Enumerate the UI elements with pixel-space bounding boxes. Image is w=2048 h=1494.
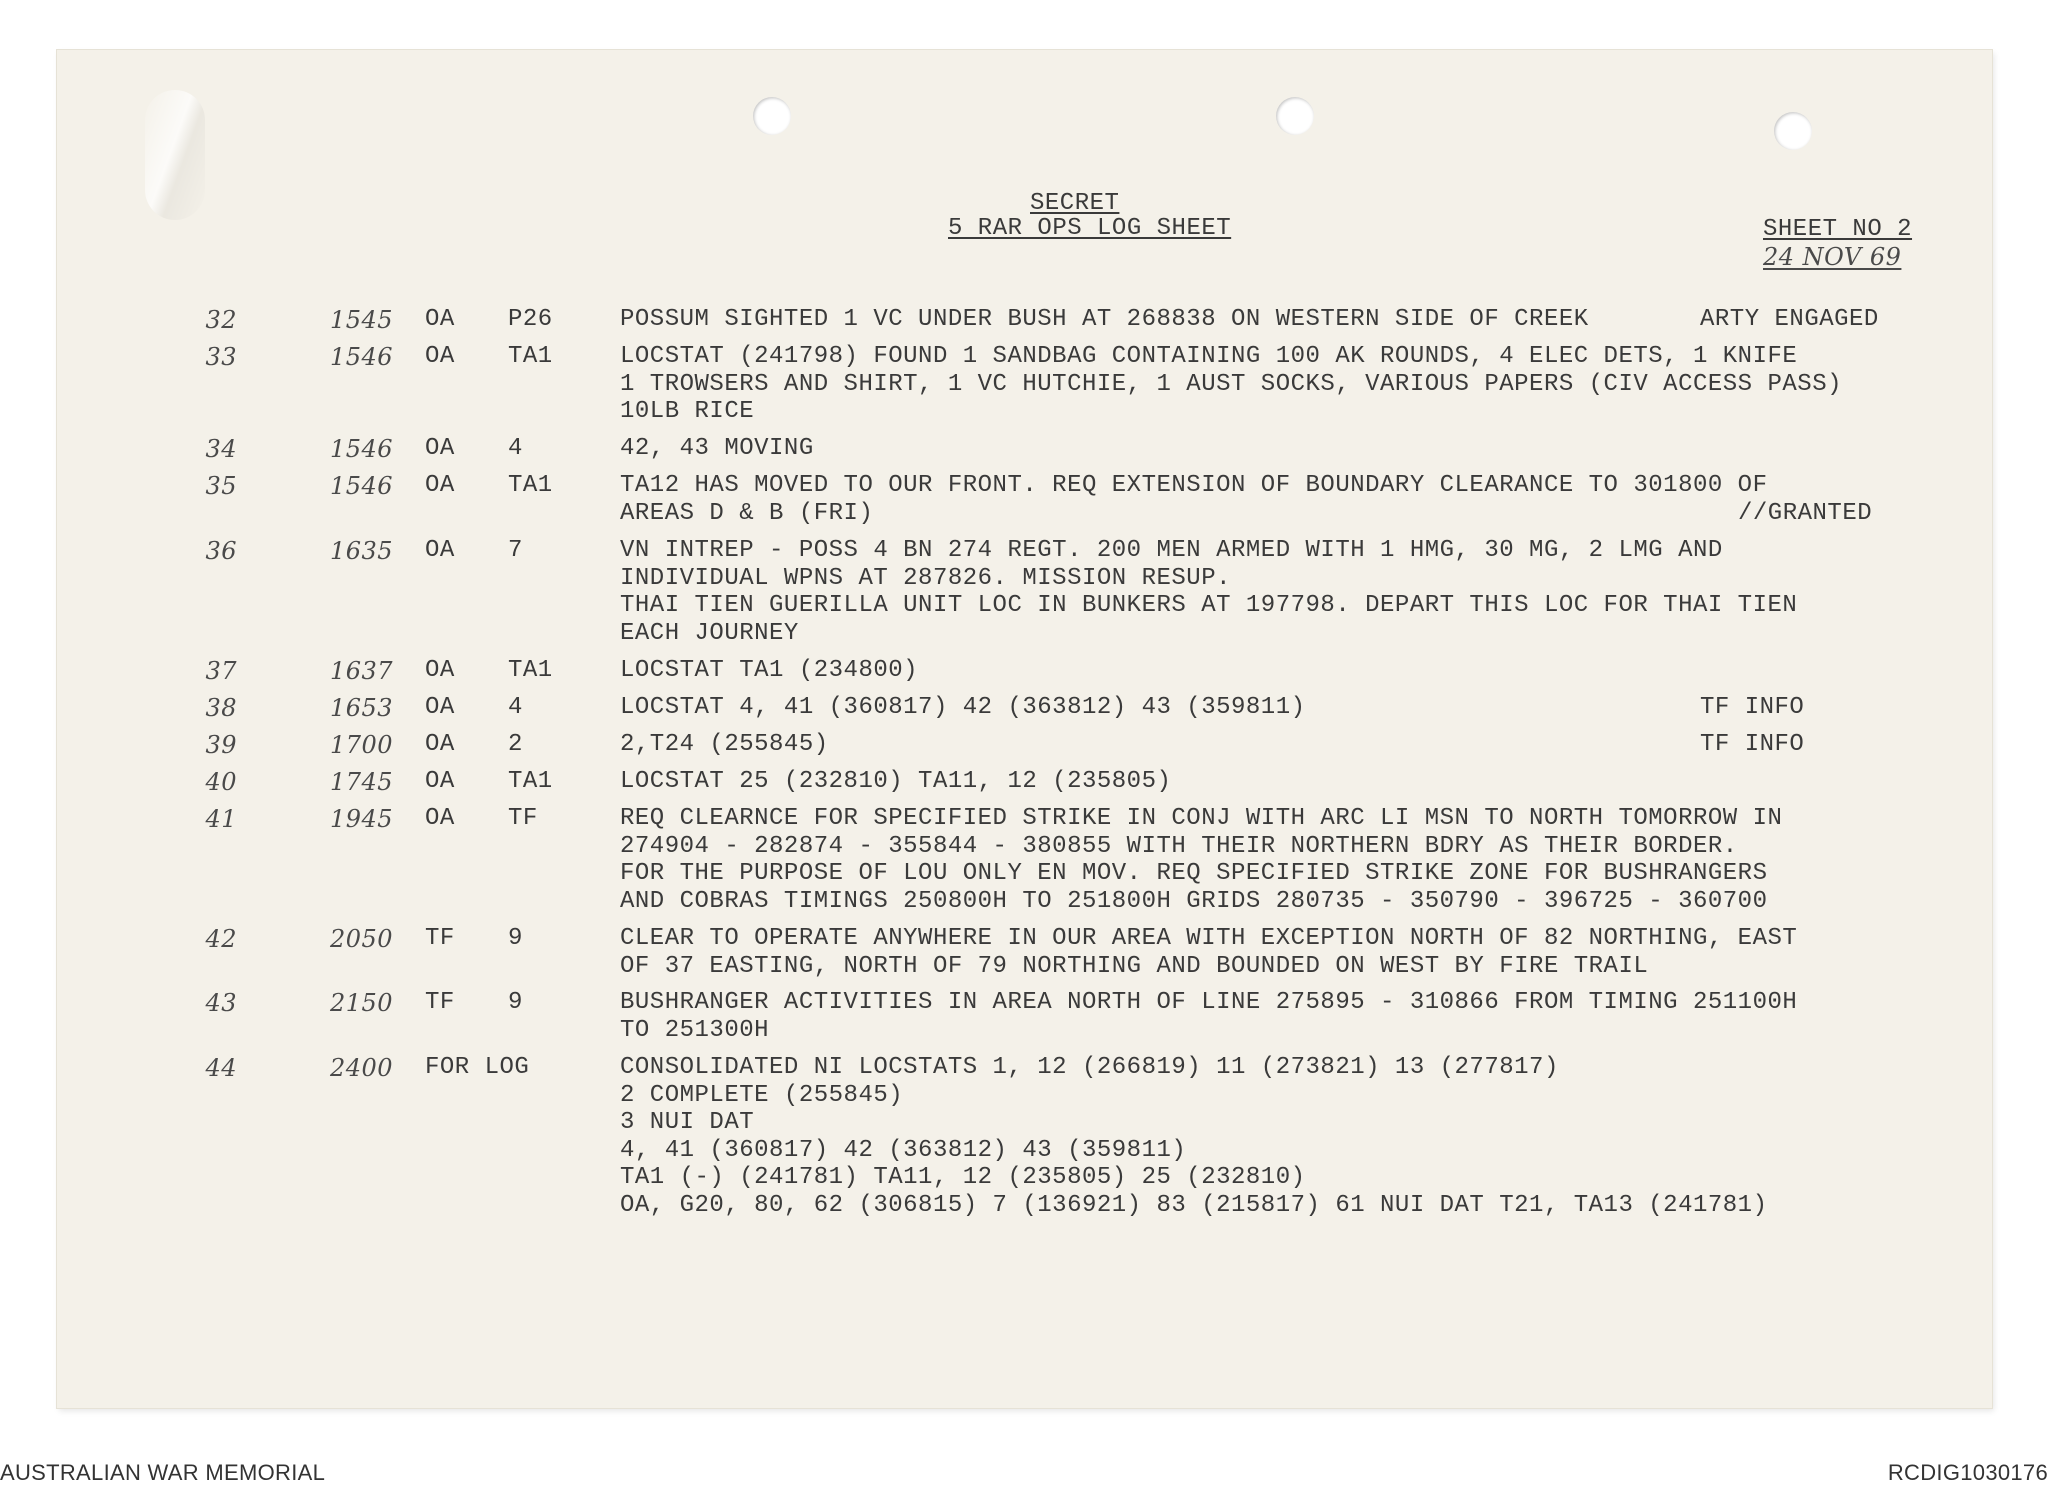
entry-serial: 35	[205, 472, 237, 500]
entry-text-line: 274904 - 282874 - 355844 - 380855 WITH THEIR NORTHERN BDRY AS THEIR BORDER.	[620, 832, 1738, 860]
entry-serial: 33	[205, 343, 237, 371]
entry-time: 1745	[330, 768, 394, 796]
entry-text-line: LOCSTAT TA1 (234800)	[620, 657, 919, 684]
entry-to: 2	[508, 731, 523, 758]
footer-record-id: RCDIG1030176	[1887, 1460, 2048, 1485]
log-entry	[0, 989, 2048, 1044]
entry-serial: 40	[205, 768, 237, 796]
entry-from: OA	[425, 472, 455, 499]
log-entry	[0, 805, 2048, 915]
entry-from: OA	[425, 805, 455, 832]
entry-serial: 36	[205, 537, 237, 565]
entry-text-line: 10LB RICE	[620, 398, 755, 425]
entry-to: TA1	[508, 343, 553, 370]
log-entry	[0, 657, 2048, 685]
entry-from: OA	[425, 657, 455, 684]
entry-from: OA	[425, 343, 455, 370]
entry-action: ARTY ENGAGED	[1700, 306, 1879, 333]
entry-serial: 43	[205, 989, 237, 1017]
log-entry	[0, 694, 2048, 722]
entry-to: 4	[508, 435, 523, 462]
entry-to: 9	[508, 925, 523, 952]
entry-time: 1546	[330, 435, 394, 463]
entry-time: 1945	[330, 805, 394, 833]
entry-text-line: LOCSTAT (241798) FOUND 1 SANDBAG CONTAINING 100 AK ROUNDS, 4 ELEC DETS, 1 KNIFE	[620, 343, 1798, 370]
entry-text-line: 3 NUI DAT	[620, 1109, 755, 1136]
entry-text-line: POSSUM SIGHTED 1 VC UNDER BUSH AT 268838 ON WESTERN SIDE OF CREEK	[620, 306, 1589, 333]
entry-serial: 39	[205, 731, 237, 759]
entry-text-line: BUSHRANGER ACTIVITIES IN AREA NORTH OF LINE 275895 - 310866 FROM TIMING 251100H	[620, 989, 1798, 1016]
entry-from: OA	[425, 768, 455, 795]
entry-to: TA1	[508, 472, 553, 499]
entry-text-line: 4, 41 (360817) 42 (363812) 43 (359811)	[620, 1136, 1187, 1164]
entry-text-line: INDIVIDUAL WPNS AT 287826. MISSION RESUP.	[620, 564, 1231, 592]
entry-text-line: 2,T24 (255845)	[620, 731, 829, 758]
entry-time: 1653	[330, 694, 394, 722]
entry-text-line: FOR THE PURPOSE OF LOU ONLY EN MOV. REQ SPECIFIED STRIKE ZONE FOR BUSHRANGERS	[620, 860, 1768, 887]
entry-text-line: THAI TIEN GUERILLA UNIT LOC IN BUNKERS AT 197798. DEPART THIS LOC FOR THAI TIEN	[620, 592, 1798, 619]
punch-hole-left	[753, 97, 791, 135]
entry-text-line: LOCSTAT 4, 41 (360817) 42 (363812) 43 (359811)	[620, 694, 1306, 721]
entry-from: FOR LOG	[425, 1054, 530, 1081]
punch-hole-right	[1774, 112, 1812, 150]
entry-from: TF	[425, 925, 455, 952]
entry-text-line: 2 COMPLETE (255845)	[620, 1081, 904, 1109]
entry-text-line: TA1 (-) (241781) TA11, 12 (235805) 25 (232810)	[620, 1164, 1306, 1191]
entry-time: 2050	[330, 925, 394, 953]
entry-to: TA1	[508, 657, 553, 684]
entry-to: P26	[508, 306, 553, 333]
entry-to: TF	[508, 805, 538, 832]
entry-serial: 37	[205, 657, 237, 685]
entry-time: 2400	[330, 1054, 394, 1082]
entry-serial: 38	[205, 694, 237, 722]
entry-text-line: EACH JOURNEY	[620, 619, 799, 647]
entry-serial: 42	[205, 925, 237, 953]
entry-text-line: OF 37 EASTING, NORTH OF 79 NORTHING AND BOUNDED ON WEST BY FIRE TRAIL	[620, 952, 1649, 980]
entry-action: TF INFO	[1700, 694, 1805, 721]
classification-heading: SECRET	[1030, 190, 1120, 217]
log-entry	[0, 343, 2048, 425]
entry-from: OA	[425, 694, 455, 721]
entry-to: 7	[508, 537, 523, 564]
entry-time: 1635	[330, 537, 394, 565]
punch-hole-center	[1276, 97, 1314, 135]
entry-serial: 34	[205, 435, 237, 463]
entry-serial: 41	[205, 805, 237, 833]
entry-time: 1546	[330, 472, 394, 500]
document-title: 5 RAR OPS LOG SHEET	[948, 215, 1232, 242]
sheet-date: 24 NOV 69	[1763, 243, 1902, 271]
sheet-number: SHEET NO 2	[1763, 216, 1913, 243]
entry-text-line: OA, G20, 80, 62 (306815) 7 (136921) 83 (215817) 61 NUI DAT T21, TA13 (241781)	[620, 1191, 1768, 1219]
log-entry	[0, 1054, 2048, 1219]
entry-action: //GRANTED	[1738, 499, 1873, 527]
entry-from: OA	[425, 306, 455, 333]
log-entry	[0, 768, 2048, 796]
entry-action: TF INFO	[1700, 731, 1805, 758]
log-entry	[0, 925, 2048, 980]
entry-time: 1700	[330, 731, 394, 759]
log-entry	[0, 731, 2048, 759]
log-entry	[0, 537, 2048, 647]
entry-to: 9	[508, 989, 523, 1016]
entry-time: 2150	[330, 989, 394, 1017]
entry-from: TF	[425, 989, 455, 1016]
entry-text-line: LOCSTAT 25 (232810) TA11, 12 (235805)	[620, 768, 1172, 795]
entry-serial: 32	[205, 306, 237, 334]
paper-crease	[145, 90, 205, 220]
entry-to: TA1	[508, 768, 553, 795]
entry-serial: 44	[205, 1054, 237, 1082]
log-entry	[0, 306, 2048, 334]
entry-text-line: TA12 HAS MOVED TO OUR FRONT. REQ EXTENSION OF BOUNDARY CLEARANCE TO 301800 OF	[620, 472, 1768, 499]
entry-text-line: AREAS D & B (FRI)	[620, 499, 874, 527]
log-entry	[0, 435, 2048, 463]
entry-from: OA	[425, 435, 455, 462]
entry-text-line: 42, 43 MOVING	[620, 435, 814, 462]
log-entry	[0, 472, 2048, 527]
entry-text-line: AND COBRAS TIMINGS 250800H TO 251800H GRIDS 280735 - 350790 - 396725 - 360700	[620, 887, 1768, 915]
entry-time: 1545	[330, 306, 394, 334]
entry-from: OA	[425, 731, 455, 758]
entry-text-line: TO 251300H	[620, 1016, 770, 1044]
entry-text-line: CLEAR TO OPERATE ANYWHERE IN OUR AREA WITH EXCEPTION NORTH OF 82 NORTHING, EAST	[620, 925, 1798, 952]
entry-text-line: REQ CLEARNCE FOR SPECIFIED STRIKE IN CONJ WITH ARC LI MSN TO NORTH TOMORROW IN	[620, 805, 1783, 832]
entry-from: OA	[425, 537, 455, 564]
entry-time: 1546	[330, 343, 394, 371]
entry-time: 1637	[330, 657, 394, 685]
entry-to: 4	[508, 694, 523, 721]
entry-text-line: CONSOLIDATED NI LOCSTATS 1, 12 (266819) 11 (273821) 13 (277817)	[620, 1054, 1559, 1081]
entry-text-line: VN INTREP - POSS 4 BN 274 REGT. 200 MEN ARMED WITH 1 HMG, 30 MG, 2 LMG AND	[620, 537, 1723, 564]
footer-institution: AUSTRALIAN WAR MEMORIAL	[0, 1460, 326, 1485]
entry-text-line: 1 TROWSERS AND SHIRT, 1 VC HUTCHIE, 1 AUST SOCKS, VARIOUS PAPERS (CIV ACCESS PASS)	[620, 370, 1842, 398]
